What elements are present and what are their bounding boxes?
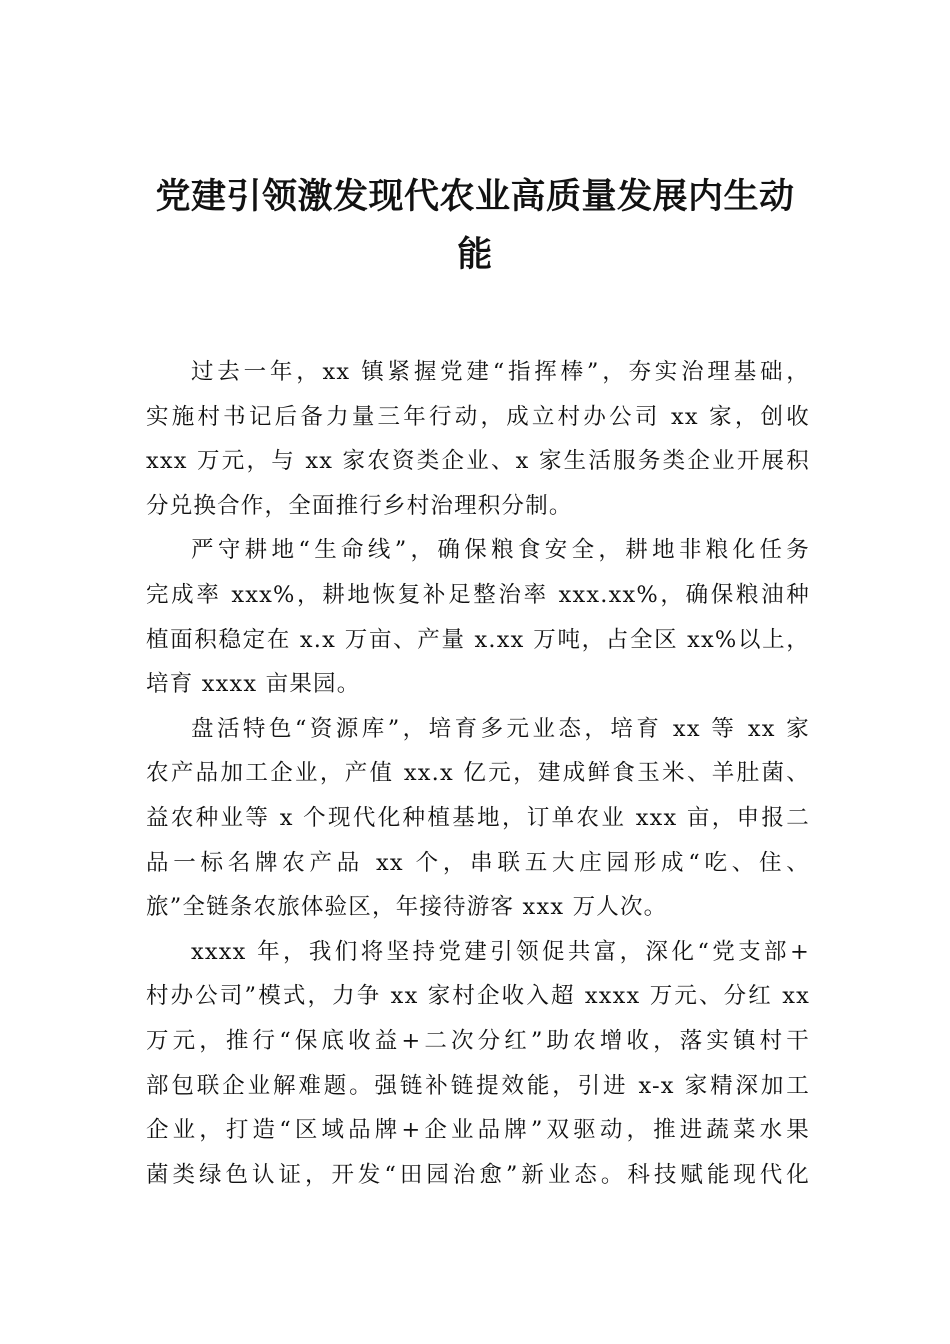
title-line-2: 能 (457, 235, 493, 275)
paragraph-line: 农产品加工企业，产值 xx.x 亿元，建成鲜食玉米、羊肚菌、 (146, 760, 810, 787)
paragraph-line: 万元，推行“保底收益+二次分红”助农增收，落实镇村干 (146, 1027, 810, 1054)
paragraph-line: 旅”全链条农旅体验区，年接待游客 xxx 万人次。 (146, 894, 668, 921)
paragraph-line: 植面积稳定在 x.x 万亩、产量 x.xx 万吨，占全区 xx%以上， (146, 626, 810, 653)
paragraph-line: 村办公司”模式，力争 xx 家村企收入超 xxxx 万元、分红 xx (146, 983, 810, 1010)
paragraph-line: 品一标名牌农产品 xx 个，串联五大庄园形成“吃、住、 (146, 849, 810, 876)
paragraph-3 (146, 707, 810, 930)
paragraph-line: 部包联企业解难题。强链补链提效能，引进 x-x 家精深加工 (146, 1072, 810, 1099)
paragraph-2 (146, 528, 810, 706)
document-body (146, 350, 810, 1197)
paragraph-line: 益农种业等 x 个现代化种植基地，订单农业 xxx 亩，申报二 (146, 804, 810, 831)
paragraph-line: 过去一年，xx 镇紧握党建“指挥棒”，夯实治理基础， (191, 359, 810, 385)
paragraph-line: 企业，打造“区域品牌+企业品牌”双驱动，推进蔬菜水果 (146, 1117, 810, 1144)
document-title (140, 168, 810, 284)
paragraph-line: xxx 万元，与 xx 家农资类企业、x 家生活服务类企业开展积 (146, 448, 810, 475)
paragraph-1 (146, 350, 810, 528)
paragraph-4 (146, 930, 810, 1198)
paragraph-line: 培育 xxxx 亩果园。 (146, 671, 361, 698)
paragraph-line: 完成率 xxx%，耕地恢复补足整治率 xxx.xx%，确保粮油种 (146, 581, 810, 608)
paragraph-line: 实施村书记后备力量三年行动，成立村办公司 xx 家，创收 (146, 403, 810, 430)
paragraph-line: 分兑换合作，全面推行乡村治理积分制。 (146, 492, 573, 519)
paragraph-line: 盘活特色“资源库”，培育多元业态，培育 xx 等 xx 家 (191, 715, 810, 742)
paragraph-line: xxxx 年，我们将坚持党建引领促共富，深化“党支部+ (191, 938, 810, 965)
paragraph-line: 严守耕地“生命线”，确保粮食安全，耕地非粮化任务 (191, 537, 810, 564)
paragraph-line: 菌类绿色认证，开发“田园治愈”新业态。科技赋能现代化 (146, 1161, 810, 1188)
title-line-1: 党建引领激发现代农业高质量发展内生动 (155, 177, 795, 217)
